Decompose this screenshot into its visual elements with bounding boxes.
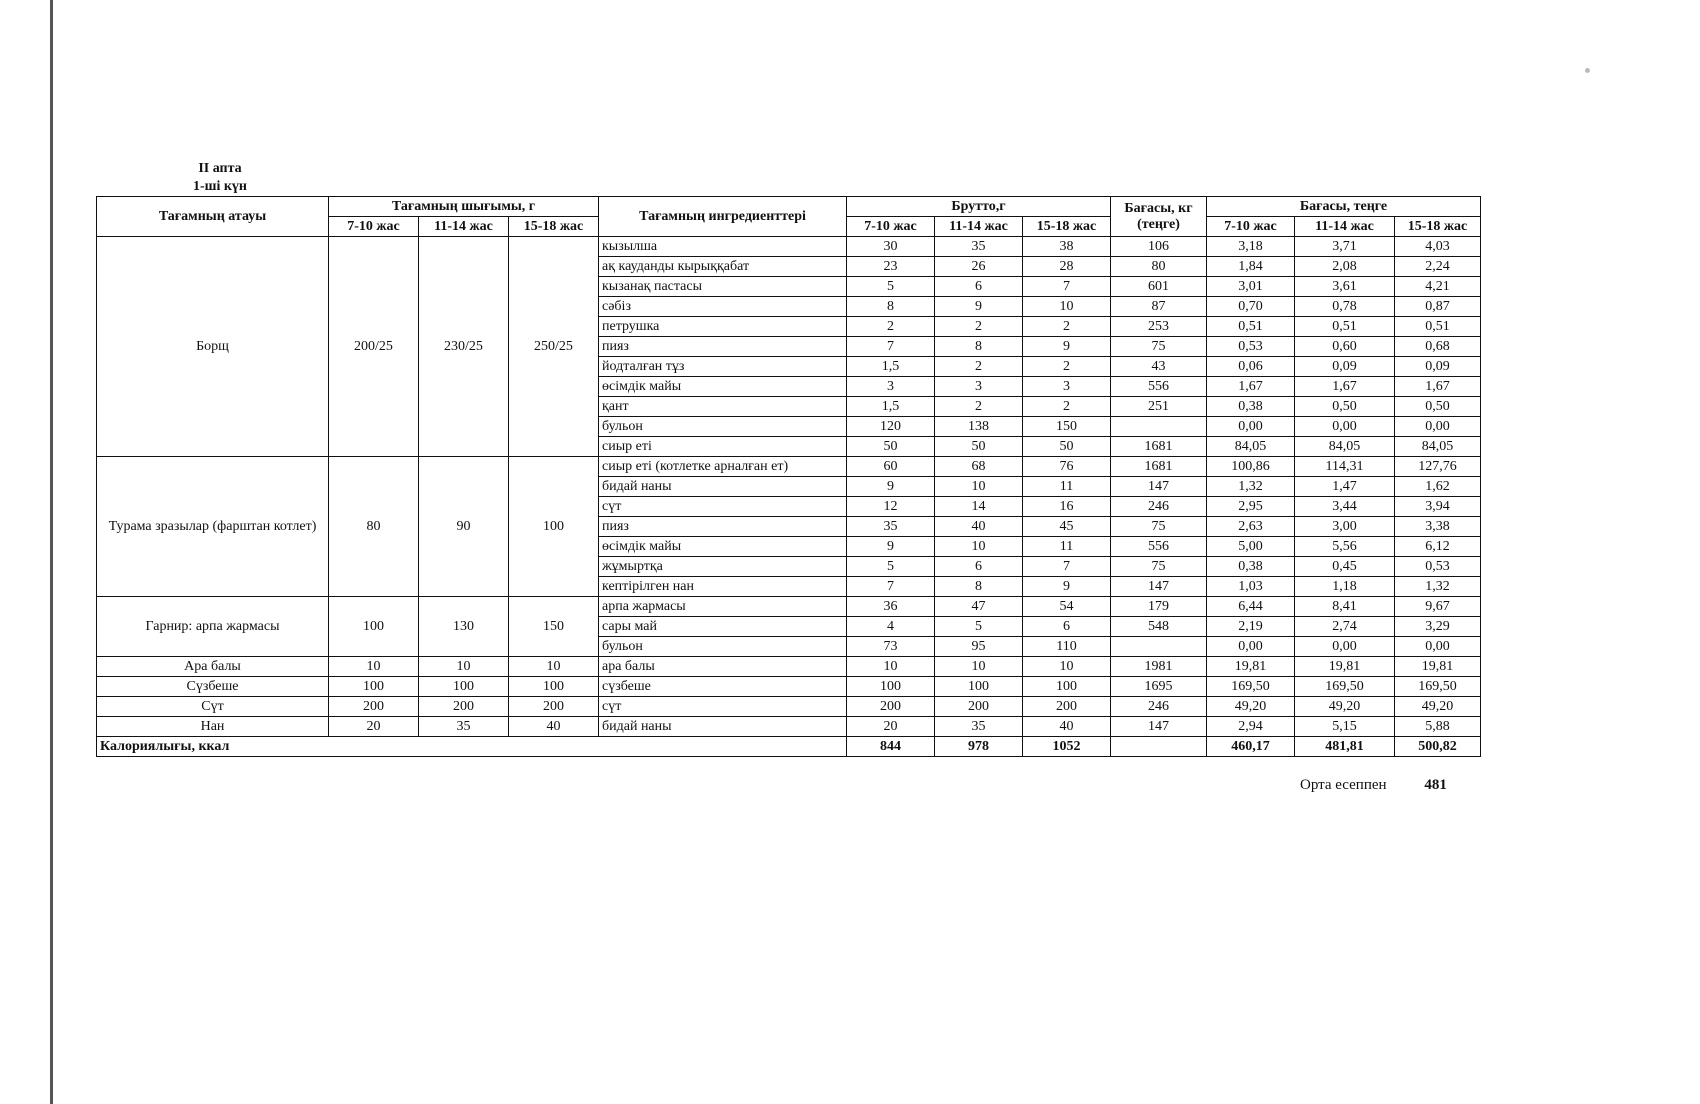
brutto-cell: 150 <box>1023 417 1111 437</box>
price-cell: 19,81 <box>1295 657 1395 677</box>
price-kg-cell: 75 <box>1111 337 1207 357</box>
yield-cell: 10 <box>419 657 509 677</box>
ingredient-row <box>97 677 1481 697</box>
brutto-cell: 16 <box>1023 497 1111 517</box>
brutto-cell: 12 <box>847 497 935 517</box>
price-cell: 0,87 <box>1395 297 1481 317</box>
age-header: 7-10 жас <box>1207 217 1295 237</box>
brutto-cell: 1,5 <box>847 357 935 377</box>
brutto-cell: 7 <box>847 577 935 597</box>
ingredient-name-cell: бульон <box>599 637 847 657</box>
brutto-cell: 5 <box>847 277 935 297</box>
price-cell: 0,00 <box>1207 417 1295 437</box>
brutto-cell: 40 <box>1023 717 1111 737</box>
price-cell: 0,09 <box>1295 357 1395 377</box>
brutto-cell: 28 <box>1023 257 1111 277</box>
brutto-cell: 10 <box>935 537 1023 557</box>
price-kg-cell: 106 <box>1111 237 1207 257</box>
ingredient-name-cell: кызылша <box>599 237 847 257</box>
price-cell: 0,00 <box>1295 637 1395 657</box>
brutto-cell: 60 <box>847 457 935 477</box>
price-cell: 0,51 <box>1295 317 1395 337</box>
price-cell: 114,31 <box>1295 457 1395 477</box>
ingredient-row <box>97 237 1481 257</box>
dish-name-cell: Борщ <box>97 237 329 457</box>
price-kg-cell: 556 <box>1111 537 1207 557</box>
price-cell: 1,67 <box>1295 377 1395 397</box>
ingredient-name-cell: бидай наны <box>599 717 847 737</box>
price-cell: 0,45 <box>1295 557 1395 577</box>
ingredient-name-cell: қант <box>599 397 847 417</box>
dish-name-cell: Сүзбеше <box>97 677 329 697</box>
price-kg-cell: 251 <box>1111 397 1207 417</box>
brutto-cell: 38 <box>1023 237 1111 257</box>
price-cell: 100,86 <box>1207 457 1295 477</box>
price-cell: 3,00 <box>1295 517 1395 537</box>
brutto-cell: 50 <box>1023 437 1111 457</box>
day-label: 1-ші күн <box>192 179 247 194</box>
brutto-cell: 3 <box>1023 377 1111 397</box>
brutto-cell: 14 <box>935 497 1023 517</box>
brutto-cell: 2 <box>935 317 1023 337</box>
price-cell: 0,70 <box>1207 297 1295 317</box>
brutto-cell: 9 <box>847 477 935 497</box>
price-cell: 0,50 <box>1295 397 1395 417</box>
ingredient-name-cell: йодталған тұз <box>599 357 847 377</box>
brutto-cell: 10 <box>1023 657 1111 677</box>
price-cell: 84,05 <box>1395 437 1481 457</box>
price-cell: 0,38 <box>1207 557 1295 577</box>
price-kg-cell: 147 <box>1111 577 1207 597</box>
price-cell: 5,88 <box>1395 717 1481 737</box>
brutto-cell: 73 <box>847 637 935 657</box>
brutto-cell: 6 <box>1023 617 1111 637</box>
price-cell: 3,94 <box>1395 497 1481 517</box>
price-cell: 1,47 <box>1295 477 1395 497</box>
price-cell: 84,05 <box>1295 437 1395 457</box>
menu-table <box>96 196 1481 757</box>
price-kg-cell: 75 <box>1111 557 1207 577</box>
yield-cell: 130 <box>419 597 509 657</box>
ingredient-name-cell: кызанақ пастасы <box>599 277 847 297</box>
price-kg-cell: 179 <box>1111 597 1207 617</box>
brutto-cell: 7 <box>1023 277 1111 297</box>
brutto-cell: 50 <box>935 437 1023 457</box>
price-cell: 0,50 <box>1395 397 1481 417</box>
menu-body <box>97 237 1481 737</box>
brutto-cell: 9 <box>1023 577 1111 597</box>
yield-cell: 100 <box>509 457 599 597</box>
price-cell: 169,50 <box>1395 677 1481 697</box>
header-row-1 <box>97 197 1481 217</box>
ingredient-name-cell: сүт <box>599 497 847 517</box>
price-cell: 8,41 <box>1295 597 1395 617</box>
yield-cell: 40 <box>509 717 599 737</box>
yield-header: Тағамның шығымы, г <box>329 197 599 217</box>
price-cell: 0,38 <box>1207 397 1295 417</box>
price-header: Бағасы, теңге <box>1207 197 1481 217</box>
totals-row <box>97 737 1481 757</box>
yield-cell: 200 <box>329 697 419 717</box>
brutto-cell: 9 <box>847 537 935 557</box>
brutto-cell: 200 <box>935 697 1023 717</box>
price-cell: 1,84 <box>1207 257 1295 277</box>
price-kg-cell: 601 <box>1111 277 1207 297</box>
brutto-cell: 2 <box>1023 357 1111 377</box>
price-cell: 169,50 <box>1207 677 1295 697</box>
price-cell: 1,18 <box>1295 577 1395 597</box>
yield-cell: 100 <box>329 677 419 697</box>
price-cell: 2,19 <box>1207 617 1295 637</box>
totals-label: Калориялығы, ккал <box>97 737 847 757</box>
ingredient-name-cell: сиыр еті (котлетке арналған ет) <box>599 457 847 477</box>
price-cell: 0,06 <box>1207 357 1295 377</box>
price-cell: 0,00 <box>1207 637 1295 657</box>
price-cell: 0,78 <box>1295 297 1395 317</box>
week-label: II апта <box>198 161 242 176</box>
brutto-cell: 10 <box>1023 297 1111 317</box>
ingredient-name-cell: өсімдік майы <box>599 537 847 557</box>
brutto-cell: 23 <box>847 257 935 277</box>
brutto-cell: 26 <box>935 257 1023 277</box>
price-cell: 84,05 <box>1207 437 1295 457</box>
yield-cell: 250/25 <box>509 237 599 457</box>
price-cell: 3,61 <box>1295 277 1395 297</box>
price-kg-cell: 1981 <box>1111 657 1207 677</box>
brutto-cell: 20 <box>847 717 935 737</box>
age-header: 11-14 жас <box>419 217 509 237</box>
brutto-cell: 138 <box>935 417 1023 437</box>
ingredient-name-cell: бульон <box>599 417 847 437</box>
price-cell: 49,20 <box>1395 697 1481 717</box>
price-cell: 1,32 <box>1207 477 1295 497</box>
price-kg-cell <box>1111 417 1207 437</box>
age-header: 15-18 жас <box>1023 217 1111 237</box>
yield-cell: 200/25 <box>329 237 419 457</box>
price-cell: 2,95 <box>1207 497 1295 517</box>
page-edge-rule <box>50 0 53 1104</box>
ingredient-name-cell: сиыр еті <box>599 437 847 457</box>
ingredient-row <box>97 657 1481 677</box>
ingredient-name-cell: ақ кауданды кырыққабат <box>599 257 847 277</box>
price-cell: 6,44 <box>1207 597 1295 617</box>
age-header: 15-18 жас <box>509 217 599 237</box>
yield-cell: 100 <box>329 597 419 657</box>
price-kg-cell: 556 <box>1111 377 1207 397</box>
brutto-cell: 47 <box>935 597 1023 617</box>
price-cell: 3,01 <box>1207 277 1295 297</box>
brutto-cell: 50 <box>847 437 935 457</box>
brutto-cell: 6 <box>935 557 1023 577</box>
price-kg-cell: 548 <box>1111 617 1207 637</box>
total-price-cell: 500,82 <box>1395 737 1481 757</box>
brutto-cell: 35 <box>935 237 1023 257</box>
price-cell: 19,81 <box>1207 657 1295 677</box>
brutto-cell: 8 <box>935 337 1023 357</box>
price-cell: 0,51 <box>1207 317 1295 337</box>
price-cell: 2,74 <box>1295 617 1395 637</box>
price-cell: 2,08 <box>1295 257 1395 277</box>
brutto-cell: 8 <box>935 577 1023 597</box>
brutto-cell: 1,5 <box>847 397 935 417</box>
price-kg-cell: 147 <box>1111 477 1207 497</box>
brutto-cell: 11 <box>1023 477 1111 497</box>
ingredient-name-cell: арпа жармасы <box>599 597 847 617</box>
yield-cell: 10 <box>509 657 599 677</box>
ingredient-name-cell: пияз <box>599 337 847 357</box>
price-cell: 0,53 <box>1207 337 1295 357</box>
brutto-cell: 8 <box>847 297 935 317</box>
brutto-cell: 120 <box>847 417 935 437</box>
price-cell: 2,63 <box>1207 517 1295 537</box>
brutto-cell: 36 <box>847 597 935 617</box>
dish-name-cell: Сүт <box>97 697 329 717</box>
price-cell: 0,00 <box>1395 417 1481 437</box>
price-cell: 9,67 <box>1395 597 1481 617</box>
ingredient-row <box>97 597 1481 617</box>
price-kg-cell: 80 <box>1111 257 1207 277</box>
age-header: 7-10 жас <box>329 217 419 237</box>
price-cell: 3,71 <box>1295 237 1395 257</box>
page-heading <box>170 160 270 196</box>
average-value: 481 <box>1424 777 1447 793</box>
brutto-cell: 4 <box>847 617 935 637</box>
ingredient-row <box>97 697 1481 717</box>
yield-cell: 100 <box>509 677 599 697</box>
brutto-cell: 9 <box>935 297 1023 317</box>
brutto-cell: 7 <box>1023 557 1111 577</box>
ingredient-name-cell: пияз <box>599 517 847 537</box>
average-label: Орта есеппен <box>1300 777 1387 793</box>
brutto-cell: 40 <box>935 517 1023 537</box>
brutto-cell: 54 <box>1023 597 1111 617</box>
age-header: 15-18 жас <box>1395 217 1481 237</box>
price-cell: 0,00 <box>1395 637 1481 657</box>
brutto-cell: 10 <box>847 657 935 677</box>
brutto-cell: 3 <box>935 377 1023 397</box>
age-header: 11-14 жас <box>935 217 1023 237</box>
brutto-cell: 7 <box>847 337 935 357</box>
total-price-kg-cell <box>1111 737 1207 757</box>
yield-cell: 90 <box>419 457 509 597</box>
scan-speck <box>1585 68 1590 73</box>
price-cell: 0,09 <box>1395 357 1481 377</box>
price-kg-cell: 246 <box>1111 497 1207 517</box>
brutto-cell: 35 <box>935 717 1023 737</box>
price-cell: 5,56 <box>1295 537 1395 557</box>
dish-name-cell: Ара балы <box>97 657 329 677</box>
price-cell: 49,20 <box>1295 697 1395 717</box>
dish-name-cell: Турама зразылар (фарштан котлет) <box>97 457 329 597</box>
brutto-cell: 2 <box>1023 317 1111 337</box>
price-kg-cell: 1681 <box>1111 457 1207 477</box>
price-kg-cell: 246 <box>1111 697 1207 717</box>
brutto-cell: 11 <box>1023 537 1111 557</box>
average-footer <box>1300 777 1447 794</box>
dish-name-header: Тағамның атауы <box>97 197 329 237</box>
price-cell: 6,12 <box>1395 537 1481 557</box>
price-cell: 2,24 <box>1395 257 1481 277</box>
age-header: 11-14 жас <box>1295 217 1395 237</box>
price-cell: 3,38 <box>1395 517 1481 537</box>
ingredient-name-cell: өсімдік майы <box>599 377 847 397</box>
brutto-cell: 30 <box>847 237 935 257</box>
brutto-header: Брутто,г <box>847 197 1111 217</box>
ingredient-name-cell: кептірілген нан <box>599 577 847 597</box>
brutto-cell: 2 <box>1023 397 1111 417</box>
total-price-cell: 460,17 <box>1207 737 1295 757</box>
price-cell: 4,03 <box>1395 237 1481 257</box>
price-kg-cell: 43 <box>1111 357 1207 377</box>
price-cell: 1,67 <box>1207 377 1295 397</box>
ingredient-name-cell: жұмыртқа <box>599 557 847 577</box>
price-cell: 4,21 <box>1395 277 1481 297</box>
price-cell: 0,53 <box>1395 557 1481 577</box>
total-brutto-cell: 978 <box>935 737 1023 757</box>
yield-cell: 100 <box>419 677 509 697</box>
yield-cell: 20 <box>329 717 419 737</box>
ingredient-row <box>97 717 1481 737</box>
ingredient-row <box>97 457 1481 477</box>
price-cell: 1,62 <box>1395 477 1481 497</box>
brutto-cell: 95 <box>935 637 1023 657</box>
brutto-cell: 200 <box>847 697 935 717</box>
brutto-cell: 100 <box>935 677 1023 697</box>
ingredient-name-cell: ара балы <box>599 657 847 677</box>
price-cell: 169,50 <box>1295 677 1395 697</box>
price-kg-cell: 75 <box>1111 517 1207 537</box>
price-cell: 0,60 <box>1295 337 1395 357</box>
brutto-cell: 100 <box>847 677 935 697</box>
price-cell: 49,20 <box>1207 697 1295 717</box>
brutto-cell: 2 <box>935 397 1023 417</box>
price-kg-cell: 87 <box>1111 297 1207 317</box>
price-cell: 1,32 <box>1395 577 1481 597</box>
dish-name-cell: Нан <box>97 717 329 737</box>
brutto-cell: 2 <box>935 357 1023 377</box>
age-header: 7-10 жас <box>847 217 935 237</box>
price-kg-cell: 147 <box>1111 717 1207 737</box>
price-cell: 0,68 <box>1395 337 1481 357</box>
price-cell: 3,18 <box>1207 237 1295 257</box>
price-cell: 1,03 <box>1207 577 1295 597</box>
brutto-cell: 2 <box>847 317 935 337</box>
yield-cell: 200 <box>419 697 509 717</box>
ingredient-name-cell: бидай наны <box>599 477 847 497</box>
price-cell: 5,15 <box>1295 717 1395 737</box>
price-cell: 0,00 <box>1295 417 1395 437</box>
brutto-cell: 10 <box>935 477 1023 497</box>
price-kg-cell <box>1111 637 1207 657</box>
price-cell: 19,81 <box>1395 657 1481 677</box>
price-cell: 5,00 <box>1207 537 1295 557</box>
price-cell: 1,67 <box>1395 377 1481 397</box>
price-kg-cell: 1695 <box>1111 677 1207 697</box>
ingredients-header: Тағамның ингредиенттері <box>599 197 847 237</box>
dish-name-cell: Гарнир: арпа жармасы <box>97 597 329 657</box>
price-cell: 2,94 <box>1207 717 1295 737</box>
brutto-cell: 100 <box>1023 677 1111 697</box>
price-cell: 127,76 <box>1395 457 1481 477</box>
price-cell: 3,29 <box>1395 617 1481 637</box>
price-kg-header: Бағасы, кг (теңге) <box>1111 197 1207 237</box>
brutto-cell: 5 <box>847 557 935 577</box>
yield-cell: 35 <box>419 717 509 737</box>
ingredient-name-cell: сүзбеше <box>599 677 847 697</box>
yield-cell: 230/25 <box>419 237 509 457</box>
ingredient-name-cell: сәбіз <box>599 297 847 317</box>
price-kg-cell: 1681 <box>1111 437 1207 457</box>
ingredient-name-cell: петрушка <box>599 317 847 337</box>
yield-cell: 10 <box>329 657 419 677</box>
brutto-cell: 9 <box>1023 337 1111 357</box>
brutto-cell: 68 <box>935 457 1023 477</box>
yield-cell: 80 <box>329 457 419 597</box>
ingredient-name-cell: сүт <box>599 697 847 717</box>
brutto-cell: 76 <box>1023 457 1111 477</box>
brutto-cell: 5 <box>935 617 1023 637</box>
ingredient-name-cell: сары май <box>599 617 847 637</box>
yield-cell: 150 <box>509 597 599 657</box>
brutto-cell: 6 <box>935 277 1023 297</box>
brutto-cell: 10 <box>935 657 1023 677</box>
yield-cell: 200 <box>509 697 599 717</box>
menu-sheet <box>96 196 1481 757</box>
price-cell: 0,51 <box>1395 317 1481 337</box>
total-brutto-cell: 1052 <box>1023 737 1111 757</box>
total-brutto-cell: 844 <box>847 737 935 757</box>
total-price-cell: 481,81 <box>1295 737 1395 757</box>
brutto-cell: 45 <box>1023 517 1111 537</box>
price-kg-cell: 253 <box>1111 317 1207 337</box>
brutto-cell: 110 <box>1023 637 1111 657</box>
brutto-cell: 200 <box>1023 697 1111 717</box>
brutto-cell: 3 <box>847 377 935 397</box>
price-cell: 3,44 <box>1295 497 1395 517</box>
brutto-cell: 35 <box>847 517 935 537</box>
